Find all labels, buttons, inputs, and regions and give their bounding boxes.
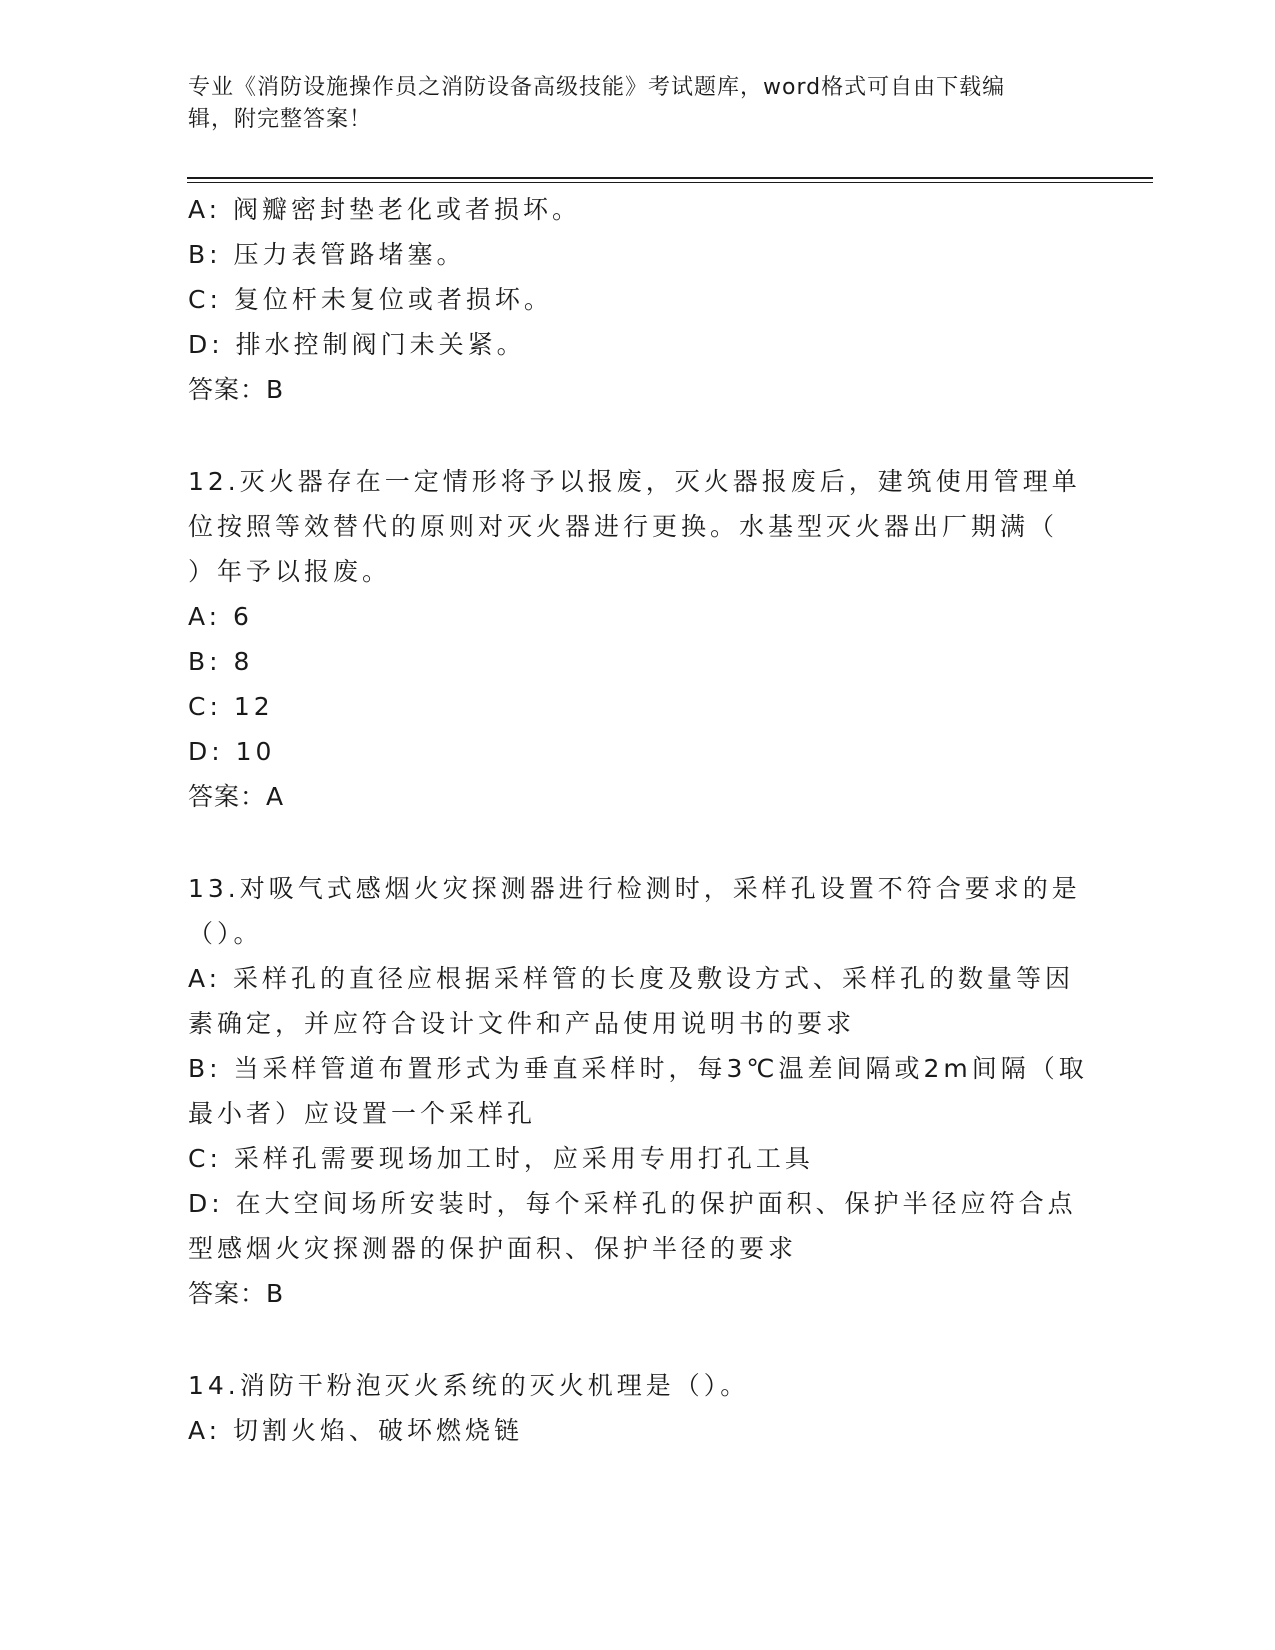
question-13: [188, 866, 1088, 1316]
spacer: [188, 819, 1088, 866]
q13-question-line: 13.对吸气式感烟火灾探测器进行检测时，采样孔设置不符合要求的是: [188, 874, 1081, 903]
q11-answer: 答案：B: [188, 375, 285, 404]
q14-question-line: 14.消防干粉泡灭火系统的灭火机理是（）。: [188, 1371, 750, 1400]
q13-question-line: （）。: [188, 919, 263, 948]
q13-option-d-line: D: 在大空间场所安装时，每个采样孔的保护面积、保护半径应符合点: [188, 1189, 1077, 1218]
q12-option-a: A: 6: [188, 602, 253, 631]
q13-option-b-line: 最小者）应设置一个采样孔: [188, 1099, 537, 1128]
q14-option-a: A: 切割火焰、破坏燃烧链: [188, 1416, 524, 1445]
question-14: [188, 1363, 1088, 1453]
page-header: [188, 72, 1088, 136]
header-line-2: 辑，附完整答案！: [188, 107, 373, 132]
q13-option-c-line: C: 采样孔需要现场加工时，应采用专用打孔工具: [188, 1144, 814, 1173]
q13-option-a-line: A: 采样孔的直径应根据采样管的长度及敷设方式、采样孔的数量等因: [188, 964, 1075, 993]
q12-question-line: 位按照等效替代的原则对灭火器进行更换。水基型灭火器出厂期满（: [188, 512, 1059, 541]
q11-option-d: D: 排水控制阀门未关紧。: [188, 330, 526, 359]
q12-answer: 答案：A: [188, 782, 285, 811]
q12-question-line: ）年予以报废。: [188, 557, 392, 586]
question-11: [188, 187, 1088, 412]
q12-option-b: B: 8: [188, 647, 254, 676]
q13-option-a-line: 素确定，并应符合设计文件和产品使用说明书的要求: [188, 1009, 856, 1038]
spacer: [188, 1316, 1088, 1363]
header-line-1: 专业《消防设施操作员之消防设备高级技能》考试题库，word格式可自由下载编: [188, 75, 1006, 100]
q13-option-b-line: B: 当采样管道布置形式为垂直采样时，每3℃温差间隔或2m间隔（取: [188, 1054, 1088, 1083]
q11-option-b: B: 压力表管路堵塞。: [188, 240, 466, 269]
q12-option-c: C: 12: [188, 692, 274, 721]
question-12: [188, 459, 1088, 819]
q11-option-a: A: 阀瓣密封垫老化或者损坏。: [188, 195, 582, 224]
spacer: [188, 412, 1088, 459]
q13-option-d-line: 型感烟火灾探测器的保护面积、保护半径的要求: [188, 1234, 798, 1263]
header-rule-thick: [187, 177, 1153, 179]
header-rule-thin: [187, 182, 1153, 183]
question-content: [188, 187, 1088, 1453]
q12-question-line: 12.灭火器存在一定情形将予以报废，灭火器报废后，建筑使用管理单: [188, 467, 1081, 496]
q11-option-c: C: 复位杆未复位或者损坏。: [188, 285, 553, 314]
q12-option-d: D: 10: [188, 737, 276, 766]
q13-answer: 答案：B: [188, 1279, 285, 1308]
